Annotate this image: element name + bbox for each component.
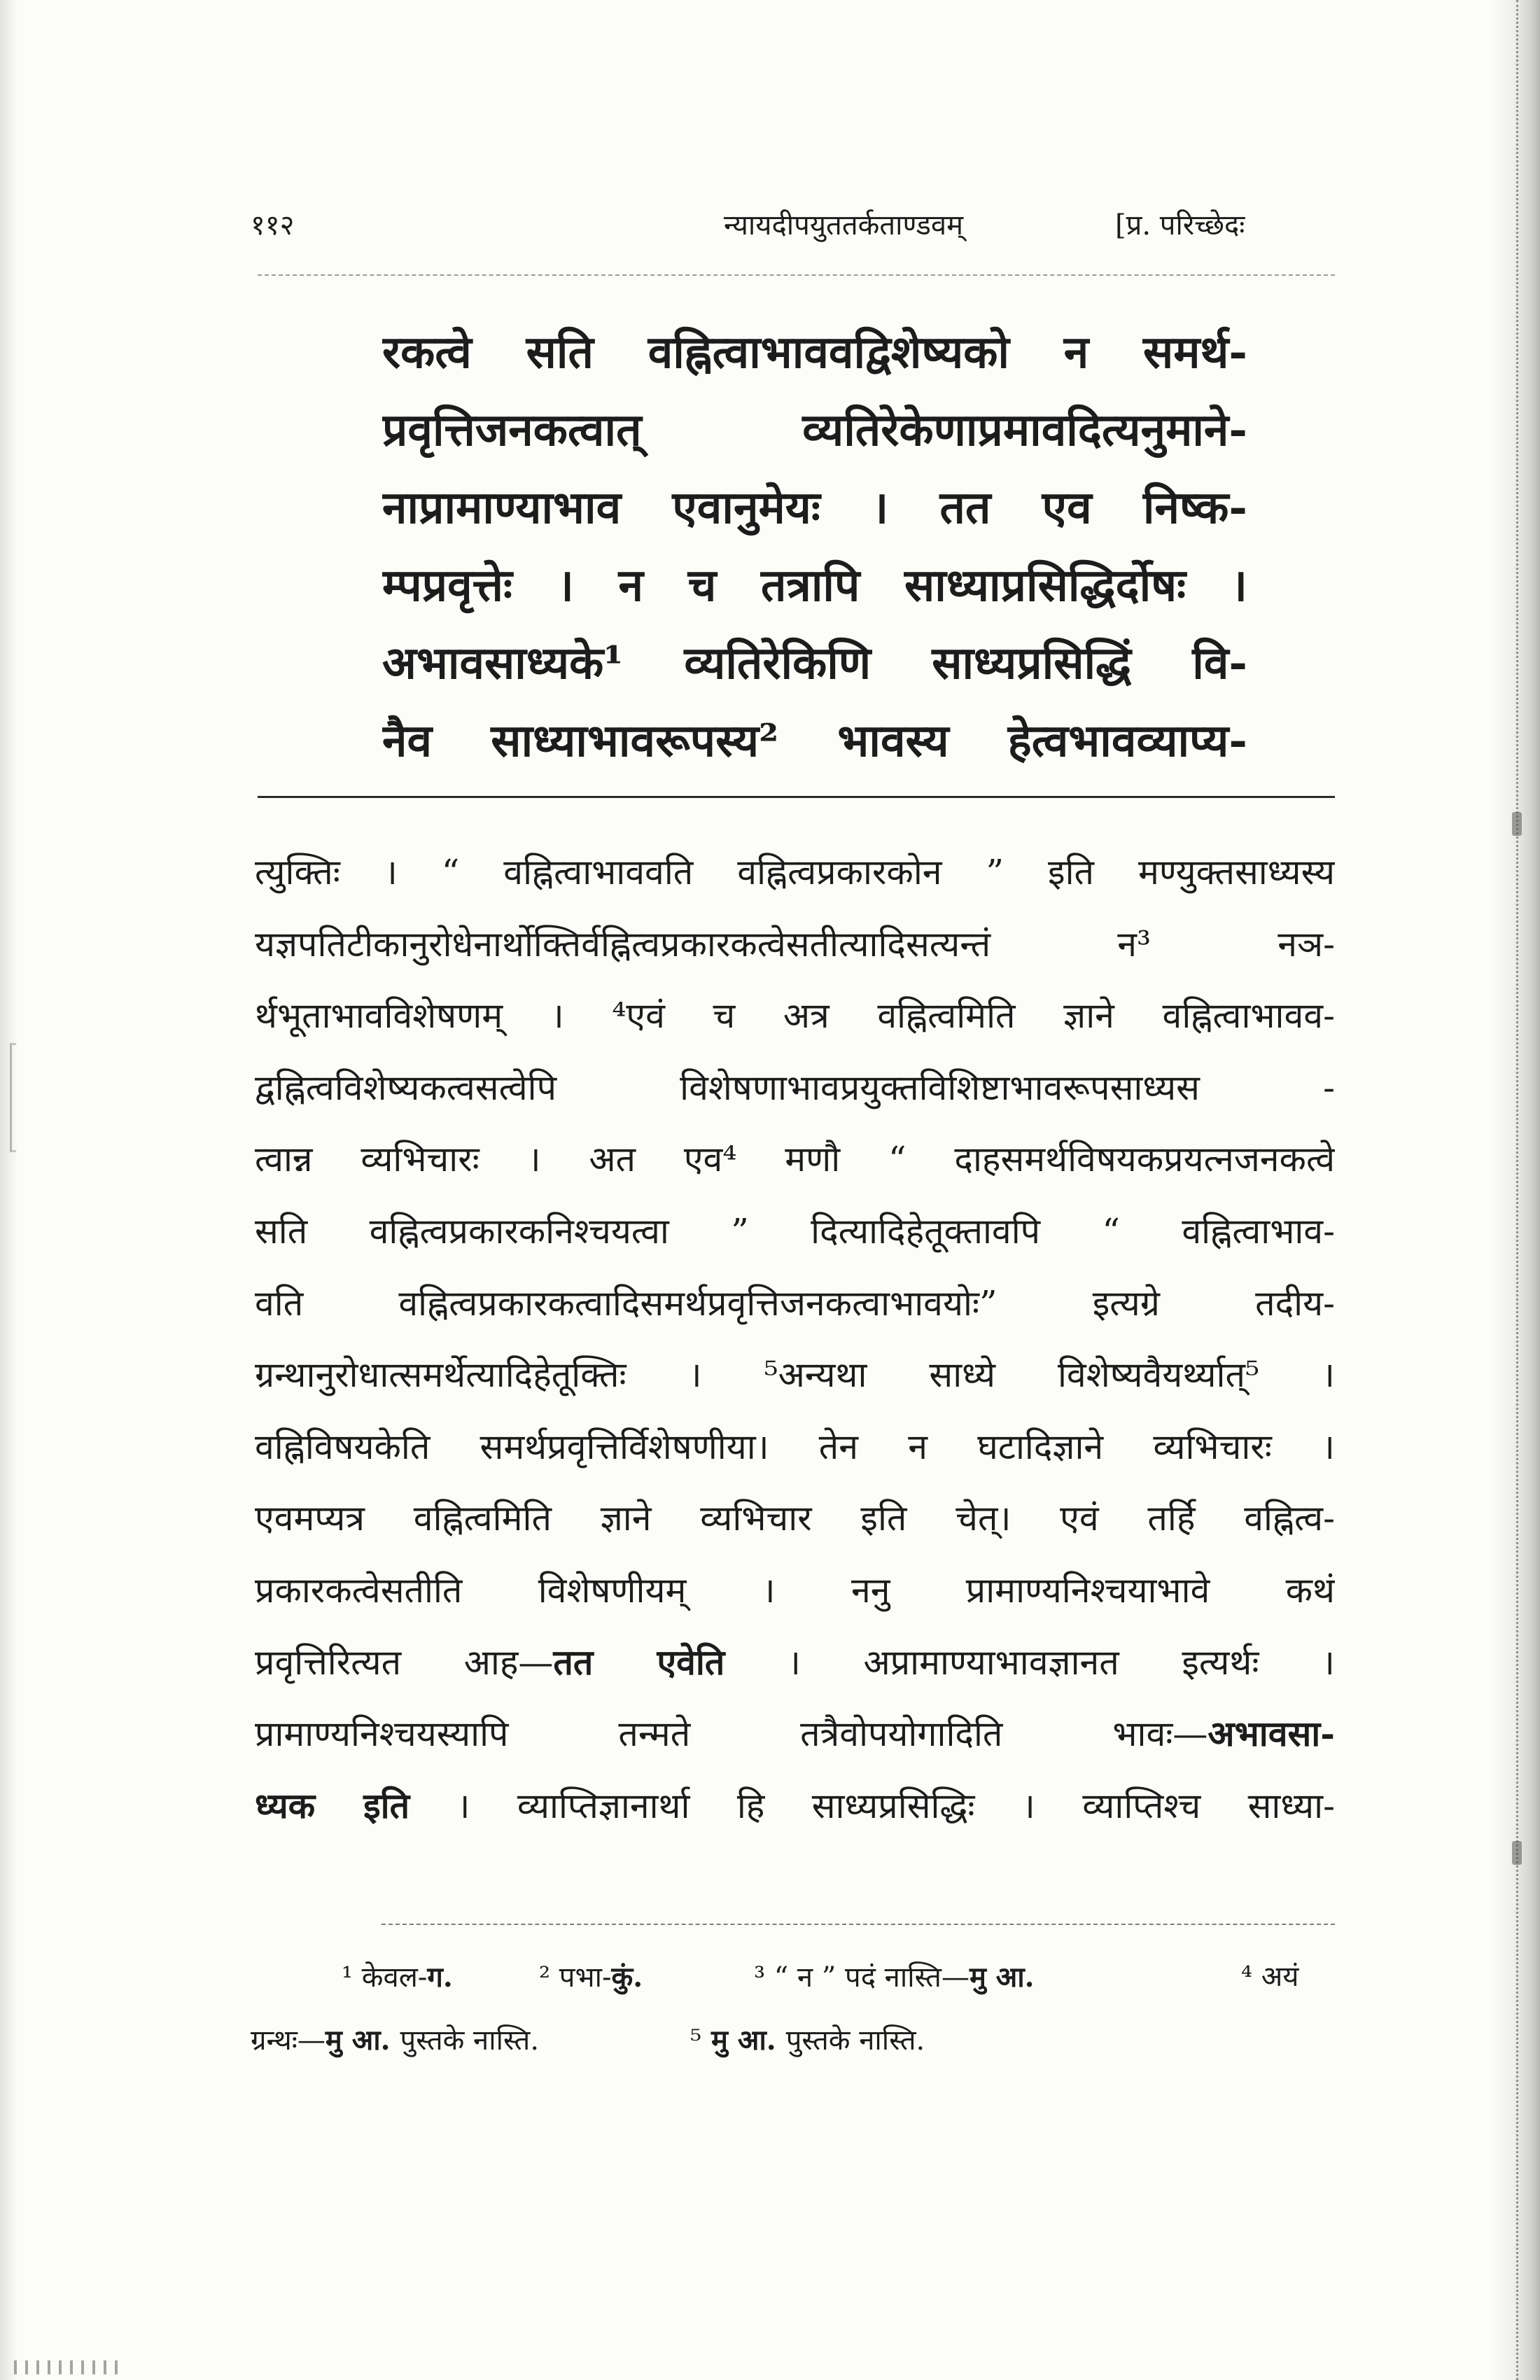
commentary-pratika-bold: ध्यक इति xyxy=(255,1784,410,1826)
commentary-block xyxy=(255,836,1335,1842)
footnote-marker: ⁵ xyxy=(690,2024,702,2057)
commentary-line: प्रकारकत्वेसतीति विशेषणीयम् । ननु प्रामाण्यनिश्चयाभावे कथं xyxy=(255,1569,1335,1611)
commentary-line: वति वह्नित्वप्रकारकत्वादिसमर्थप्रवृत्तिजनकत्वाभावयोः” इत्यग्रे तदीय- xyxy=(255,1282,1335,1324)
footnote-source-bold: मु आ. xyxy=(325,2024,391,2057)
root-text-line: म्पप्रवृत्तेः । न च तत्रापि साध्याप्रसिद्धिर्दोषः । xyxy=(382,559,1247,612)
commentary-text: प्रामाण्यनिश्चयस्यापि तन्मते तत्रैवोपयोगादिति भावः— xyxy=(255,1714,1208,1755)
footnote-line xyxy=(0,1946,1470,2008)
binding-staple-mark xyxy=(1512,1841,1522,1865)
footnote-source-bold: मु आ. xyxy=(711,2024,776,2057)
page-number: ११२ xyxy=(251,209,295,241)
commentary-line: द्वह्नित्वविशेष्यकत्वसत्वेपि विशेषणाभावप्रयुक्तविशिष्टाभावरूपसाध्यस - xyxy=(255,1067,1335,1108)
root-text-line: प्रवृत्तिजनकत्वात् व्यतिरेकेणाप्रमावदित्यनुमाने- xyxy=(382,404,1247,456)
binding-staple-mark xyxy=(1512,812,1522,836)
section-label: [प्र. परिच्छेदः xyxy=(1115,209,1245,241)
header-rule xyxy=(258,274,1335,276)
scan-noise-marks xyxy=(14,2360,126,2374)
footnote-text: ग्रन्थः— xyxy=(251,2024,326,2057)
footnote-4-start xyxy=(1241,1946,1299,2008)
commentary-text: । व्याप्तिज्ञानार्था हि साध्यप्रसिद्धिः । व्याप्तिश्च साध्या- xyxy=(410,1785,1335,1826)
footnote-text: ⁴ अयं xyxy=(1241,1961,1299,1993)
footnote-source-bold: कुं. xyxy=(611,1961,643,1994)
commentary-line: सति वह्नित्वप्रकारकनिश्चयत्वा ” दित्यादिहेतूक्तावपि “ वह्नित्वाभाव- xyxy=(255,1210,1335,1252)
footnote-line xyxy=(0,2009,1470,2071)
root-text-line: नाप्रामाण्याभाव एवानुमेयः । तत एव निष्क- xyxy=(382,482,1247,534)
footnote-5 xyxy=(690,2009,925,2072)
commentary-line: ग्रन्थानुरोधात्समर्थेत्यादिहेतूक्तिः । ⁵अन्यथा साध्ये विशेष्यवैयर्थ्यात्⁵ । xyxy=(255,1354,1335,1396)
commentary-line: त्वान्न व्यभिचारः । अत एव⁴ मणौ “ दाहसमर्थविषयकप्रयत्नजनकत्वे xyxy=(255,1139,1335,1180)
commentary-line: त्युक्तिः । “ वह्नित्वाभाववति वह्नित्वप्रकारकोन ” इति मण्युक्तसाध्यस्य xyxy=(255,852,1335,892)
commentary-pratika-bold: तत एवेति xyxy=(553,1641,725,1683)
running-title: न्यायदीपयुततर्कताण्डवम् xyxy=(723,209,964,241)
root-text-block xyxy=(382,314,1247,780)
commentary-line: वह्निविषयकेति समर्थप्रवृत्तिर्विशेषणीया। तेन न घटादिज्ञाने व्यभिचारः । xyxy=(255,1426,1335,1467)
commentary-line: यज्ञपतिटीकानुरोधेनार्थोक्तिर्वह्नित्वप्रकारकत्वेसतीत्यादिसत्यन्तं न³ नञ- xyxy=(255,923,1335,965)
root-text-line: नैव साध्याभावरूपस्य² भावस्य हेत्वभावव्याप्य- xyxy=(382,715,1247,767)
commentary-line: एवमप्यत्र वह्नित्वमिति ज्ञाने व्यभिचार इति चेत्। एवं तर्हि वह्नित्व- xyxy=(255,1498,1335,1539)
footnote-4-end xyxy=(251,2009,539,2072)
footnote-2 xyxy=(539,1946,643,2009)
footnote-1 xyxy=(342,1946,453,2009)
footnote-text: ² पभा- xyxy=(539,1961,612,1994)
footnote-source-bold: मु आ. xyxy=(969,1961,1035,1994)
commentary-line xyxy=(255,1698,1335,1770)
commentary-text: प्रवृत्तिरित्यत आह— xyxy=(255,1642,554,1683)
root-text-line: रकत्वे सति वह्नित्वाभाववद्विशेष्यको न समर्थ- xyxy=(382,326,1247,379)
right-page-edge-line xyxy=(1516,0,1518,2380)
footnote-text: पुस्तके नास्ति. xyxy=(400,2024,540,2057)
commentary-line: र्थभूताभावविशेषणम् । ⁴एवं च अत्र वह्नित्वमिति ज्ञाने वह्नित्वाभावव- xyxy=(255,995,1335,1037)
footnote-text: पुस्तके नास्ति. xyxy=(785,2024,925,2057)
left-margin-mark xyxy=(10,1043,16,1152)
commentary-line xyxy=(255,1770,1335,1842)
root-text-line: अभावसाध्यके¹ व्यतिरेकिणि साध्यप्रसिद्धिं वि- xyxy=(382,637,1247,690)
commentary-line xyxy=(255,1627,1335,1699)
commentary-pratika-bold: अभावसा- xyxy=(1208,1713,1335,1755)
root-commentary-divider xyxy=(258,796,1335,798)
right-page-edge-shadow xyxy=(1491,0,1540,2380)
commentary-text: । अप्रामाण्याभावज्ञानत इत्यर्थः । xyxy=(724,1642,1335,1683)
footnote-source-bold: ग. xyxy=(427,1961,453,1994)
footnote-text: ³ “ न ” पदं नास्ति— xyxy=(754,1961,969,1994)
footnote-text: ¹ केवल- xyxy=(342,1961,428,1994)
footnote-3 xyxy=(754,1946,1035,2009)
footnote-rule xyxy=(382,1924,1335,1925)
